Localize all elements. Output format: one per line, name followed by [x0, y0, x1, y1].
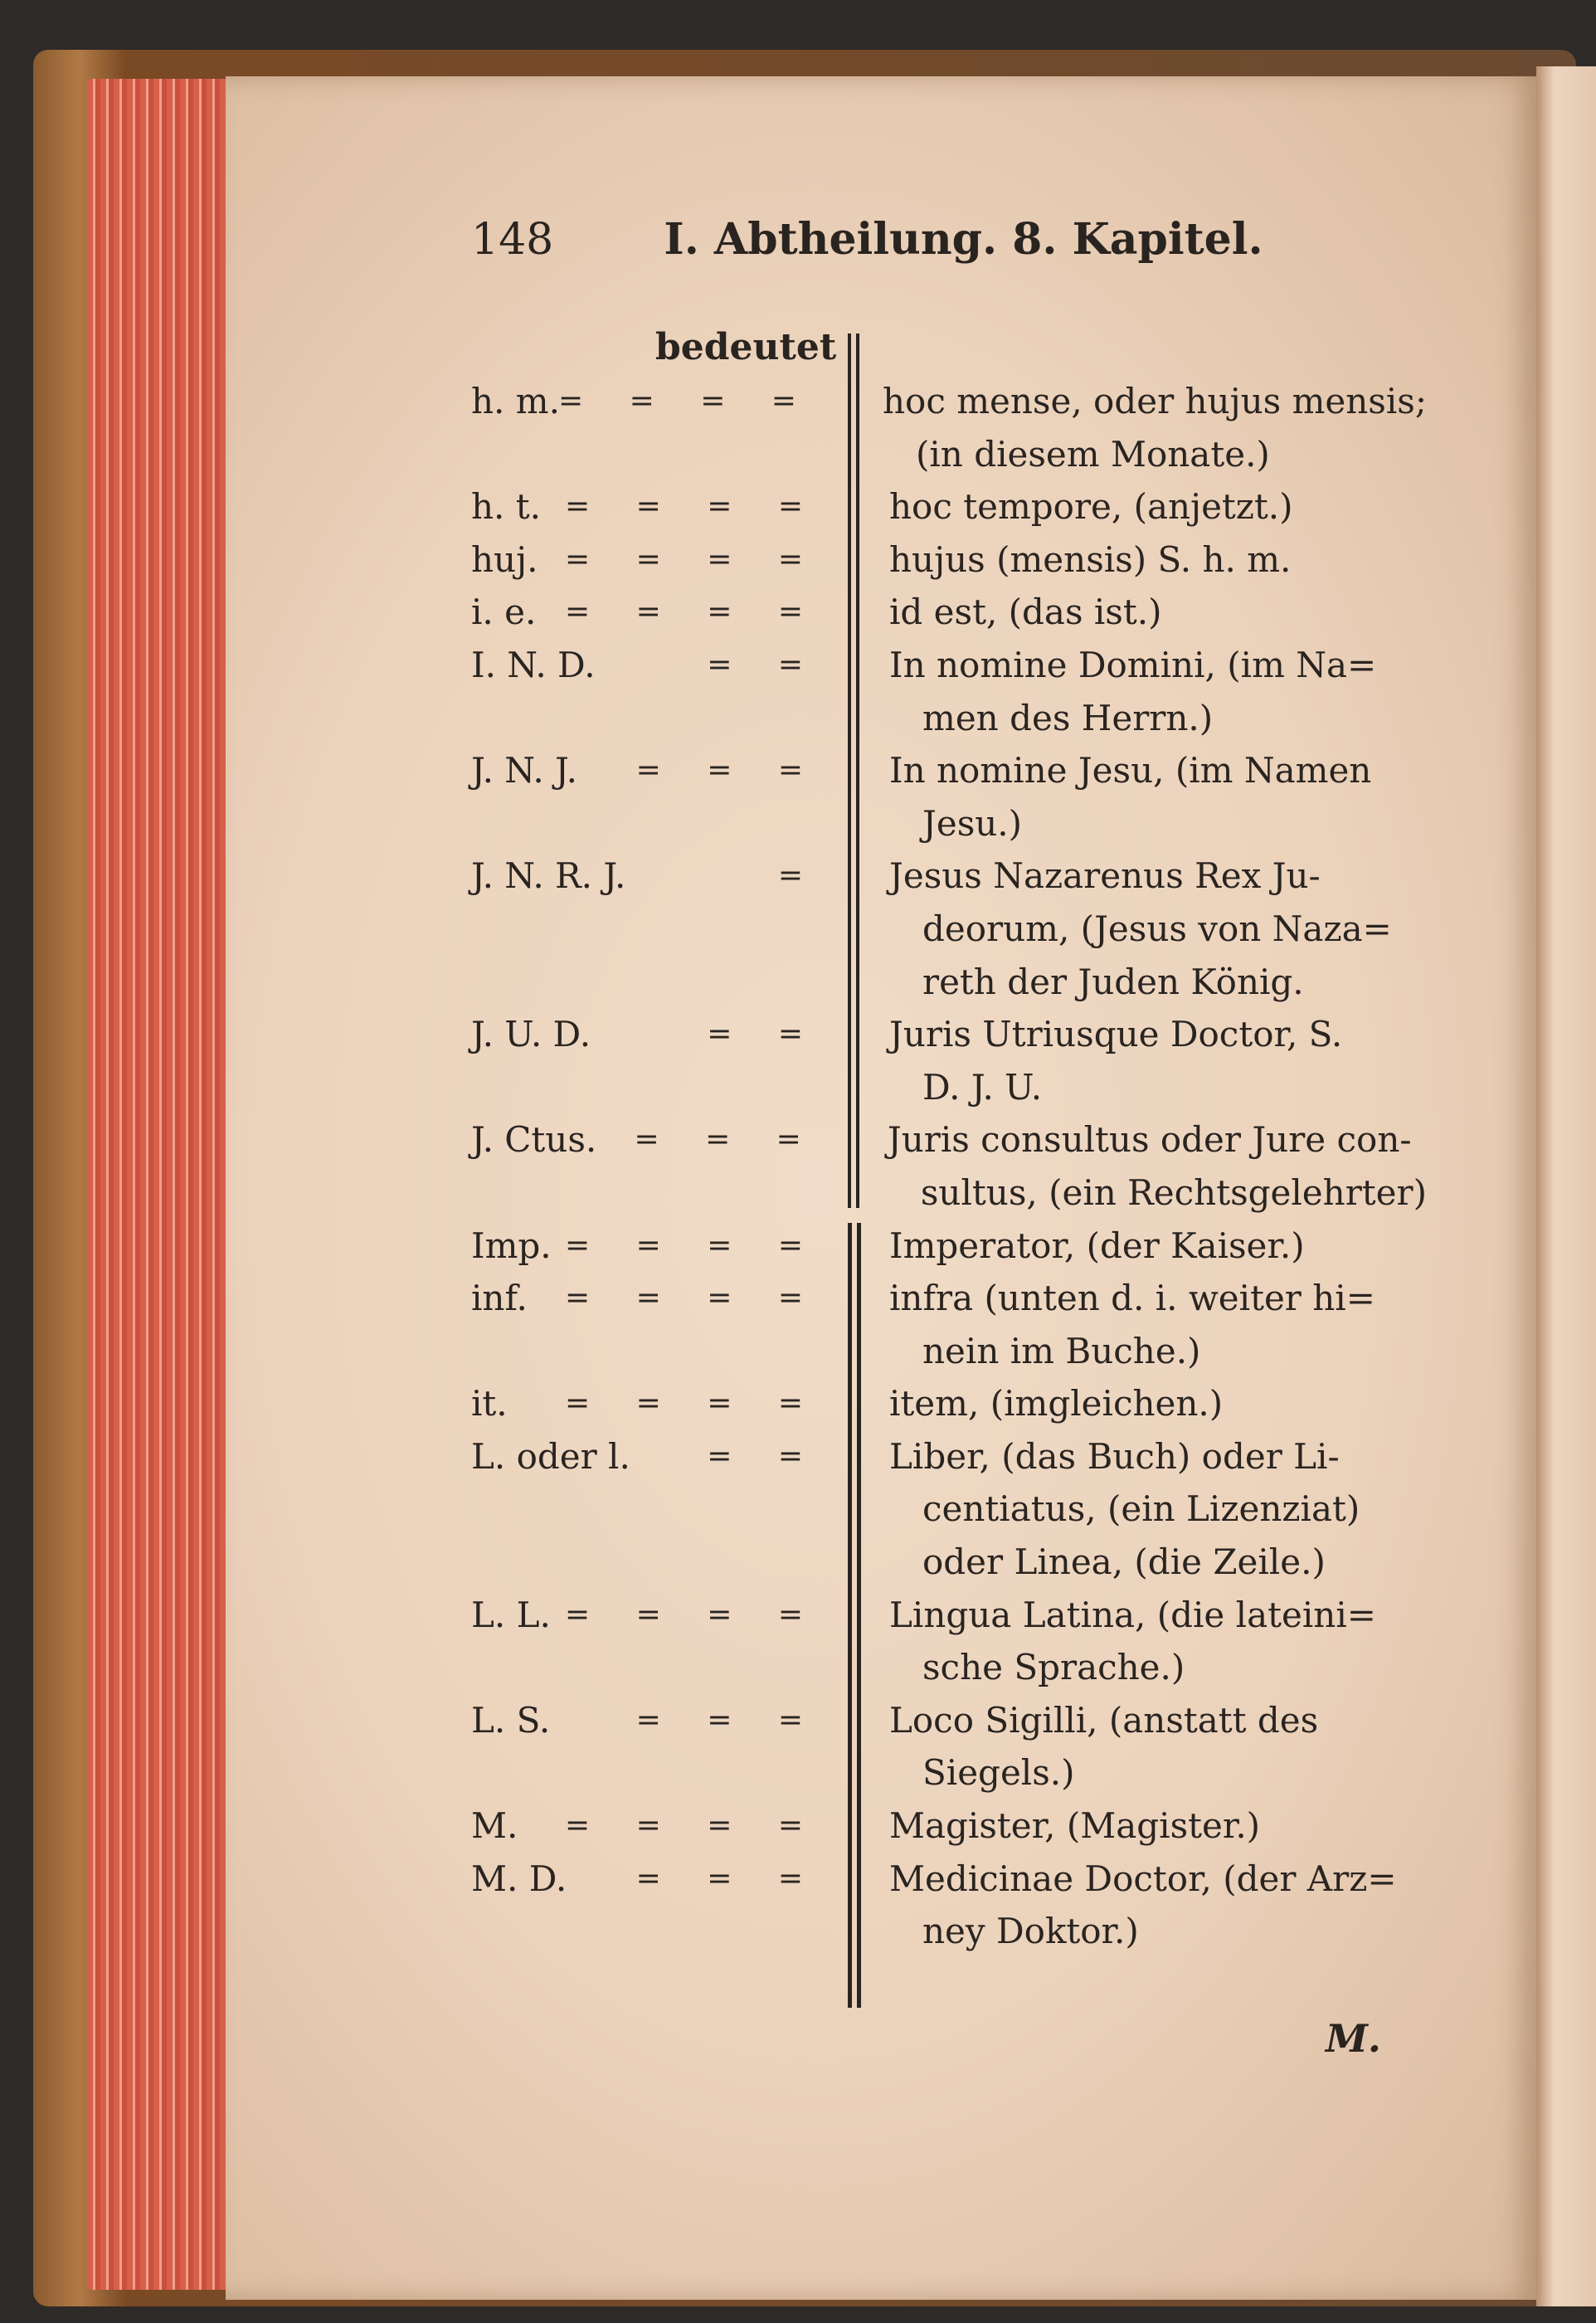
table-row: [465, 1853, 1427, 1958]
meaning-line: item, (imgleichen.): [889, 1383, 1224, 1424]
table-row: [465, 586, 1427, 639]
abbreviation-cell: [465, 1853, 830, 1906]
meaning-line: centiatus, (ein Lizenziat): [922, 1488, 1360, 1530]
meaning-line: men des Herrn.): [922, 697, 1214, 738]
leader-dots: = =: [707, 1017, 821, 1052]
meaning-line: Liber, (das Buch) oder Li-: [889, 1435, 1340, 1477]
meaning-line: In nomine Domini, (im Na=: [889, 644, 1377, 685]
leader-dots: = = =: [635, 753, 821, 788]
abbreviation-cell: [465, 850, 830, 903]
meaning-cell: [889, 1853, 1427, 1958]
abbreviation-cell: [465, 1694, 830, 1747]
abbreviation-cell: [465, 1113, 828, 1166]
abbreviation: i. e.: [471, 592, 537, 633]
table-row: [465, 1377, 1427, 1430]
table-row: [465, 850, 1427, 1008]
meaning-line: Siegels.): [922, 1752, 1075, 1794]
abbreviation-cell: [465, 1377, 830, 1430]
abbreviation: J. U. D.: [471, 1014, 591, 1055]
meaning-line: In nomine Jesu, (im Namen: [889, 750, 1372, 791]
meaning-line: D. J. U.: [922, 1066, 1043, 1108]
abbreviation-cell: [465, 375, 823, 428]
abbreviation-cell: [465, 1430, 830, 1483]
page-number: 148: [471, 215, 554, 265]
meaning-line: (in diesem Monate.): [915, 433, 1270, 475]
leader-dots: = = =: [634, 1123, 820, 1157]
catchword: M.: [1326, 2016, 1381, 2061]
meaning-cell: [889, 850, 1427, 1008]
abbreviation-cell: [465, 1799, 830, 1853]
abbreviation: h. m.: [471, 381, 560, 421]
meaning-line: Juris Utriusque Doctor, S.: [889, 1014, 1343, 1055]
leader-dots: = = = =: [565, 1281, 821, 1316]
meaning-line: Juris consultus oder Jure con-: [887, 1119, 1412, 1161]
abbreviation: L. oder l.: [471, 1435, 630, 1477]
leader-dots: = = = =: [565, 1597, 821, 1632]
abbreviation-cell: [465, 744, 830, 797]
meaning-line: deorum, (Jesus von Naza=: [922, 908, 1392, 949]
meaning-cell: [889, 1008, 1427, 1113]
leader-dots: = = = =: [565, 1809, 821, 1843]
abbreviation-cell: [465, 480, 830, 533]
abbreviation-cell: [465, 639, 830, 692]
abbreviation: Imp.: [471, 1225, 552, 1266]
meaning-cell: [889, 1272, 1427, 1377]
abbreviation-cell: [465, 533, 830, 587]
leader-dots: = =: [707, 1439, 821, 1473]
meaning-cell: [889, 1220, 1427, 1273]
meaning-line: sultus, (ein Rechtsgelehrter): [920, 1171, 1427, 1213]
table-row: [465, 1113, 1427, 1219]
page-edges: [87, 79, 232, 2290]
leader-dots: = = =: [635, 1702, 821, 1737]
abbreviation: J. N. J.: [471, 750, 577, 791]
meaning-cell: [889, 480, 1427, 533]
leader-dots: = =: [707, 647, 821, 682]
meaning-cell: [889, 1430, 1427, 1589]
leader-dots: = = = =: [557, 384, 815, 418]
meaning-cell: [889, 744, 1427, 850]
abbreviation-cell: [465, 1008, 830, 1061]
table-row: [465, 1694, 1427, 1799]
meaning-line: oder Linea, (die Zeile.): [922, 1541, 1326, 1583]
table-row: [465, 1272, 1427, 1377]
meaning-line: Magister, (Magister.): [889, 1805, 1261, 1847]
abbreviation-cell: [465, 1589, 830, 1642]
meaning-cell: [889, 1799, 1427, 1853]
table-row: [465, 533, 1427, 587]
meaning-line: sche Sprache.): [922, 1647, 1185, 1688]
abbreviation: huj.: [471, 538, 538, 580]
leader-dots: = = = =: [565, 1228, 821, 1263]
meaning-line: infra (unten d. i. weiter hi=: [889, 1278, 1375, 1319]
meaning-cell: [889, 1694, 1427, 1799]
meaning-line: hoc tempore, (anjetzt.): [889, 486, 1293, 528]
meaning-line: hujus (mensis) S. h. m.: [889, 538, 1292, 580]
table-row: [465, 639, 1427, 744]
abbreviation: L. L.: [471, 1594, 551, 1635]
meaning-cell: [889, 1377, 1427, 1430]
meaning-cell: [889, 639, 1427, 744]
column-header: bedeutet: [655, 326, 837, 368]
table-row: [465, 375, 1427, 480]
leader-dots: = = = =: [565, 1386, 821, 1421]
abbreviation-cell: [465, 1220, 830, 1273]
abbreviation: h. t.: [471, 486, 541, 528]
abbreviation: M. D.: [471, 1858, 567, 1899]
meaning-line: Jesus Nazarenus Rex Ju-: [889, 855, 1321, 897]
abbreviation: L. S.: [471, 1699, 551, 1741]
meaning-cell: [888, 1113, 1427, 1219]
meaning-line: Medicinae Doctor, (der Arz=: [889, 1858, 1397, 1899]
leader-dots: = = =: [635, 1861, 821, 1896]
meaning-line: hoc mense, oder hujus mensis;: [882, 381, 1427, 421]
meaning-cell: [889, 586, 1427, 639]
abbreviation: J. N. R. J.: [471, 855, 626, 897]
abbreviation-cell: [465, 1272, 830, 1325]
abbreviation-table: [465, 375, 1427, 1958]
abbreviation: it.: [471, 1383, 508, 1424]
meaning-cell: [889, 1589, 1427, 1694]
meaning-cell: [883, 375, 1427, 480]
table-row: [465, 1430, 1427, 1589]
meaning-line: nein im Buche.): [922, 1330, 1201, 1371]
chapter-title: I. Abtheilung. 8. Kapitel.: [664, 214, 1263, 265]
abbreviation: J. Ctus.: [471, 1119, 597, 1161]
meaning-line: ney Doktor.): [922, 1911, 1139, 1952]
meaning-line: Loco Sigilli, (anstatt des: [889, 1699, 1319, 1741]
table-row: [465, 1008, 1427, 1113]
meaning-line: id est, (das ist.): [889, 592, 1162, 633]
meaning-line: Lingua Latina, (die lateini=: [889, 1594, 1376, 1635]
table-row: [465, 1589, 1427, 1694]
table-row: [465, 1220, 1427, 1273]
leader-dots: = = = =: [565, 542, 821, 577]
meaning-line: reth der Juden König.: [922, 961, 1304, 1002]
meaning-cell: [889, 533, 1427, 587]
meaning-line: Imperator, (der Kaiser.): [889, 1225, 1305, 1266]
abbreviation: M.: [471, 1805, 518, 1847]
abbreviation: inf.: [471, 1278, 528, 1319]
abbreviation: I. N. D.: [471, 644, 596, 685]
leader-dots: = = = =: [565, 595, 821, 630]
table-row: [465, 1799, 1427, 1853]
abbreviation-cell: [465, 586, 830, 639]
running-header: [471, 214, 1263, 265]
leader-dots: =: [777, 859, 821, 894]
next-page-edge: [1536, 66, 1596, 2306]
table-row: [465, 744, 1427, 850]
leader-dots: = = = =: [565, 489, 821, 524]
meaning-line: Jesu.): [922, 802, 1023, 844]
table-row: [465, 480, 1427, 533]
